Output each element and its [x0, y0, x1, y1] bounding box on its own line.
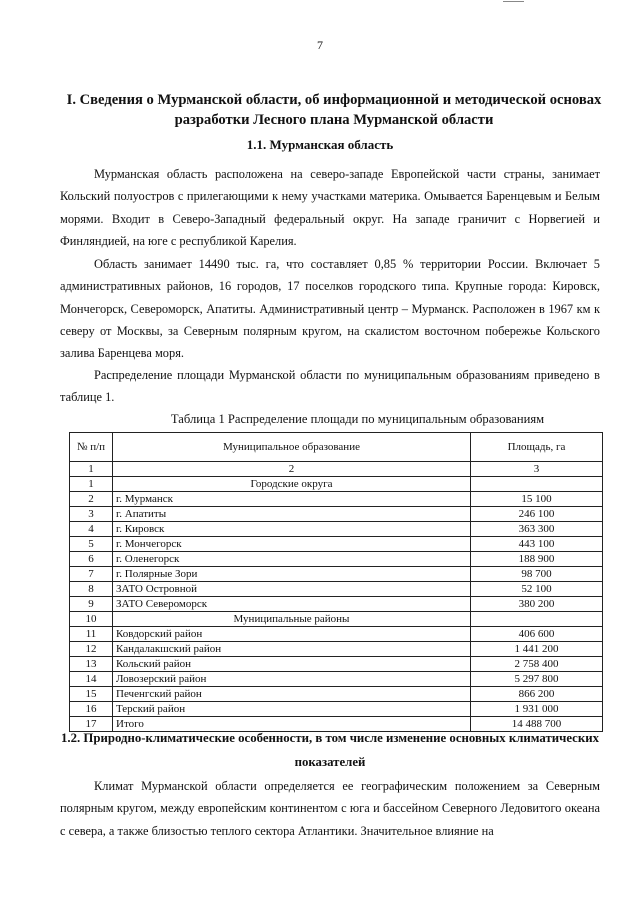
- chapter-title: I. Сведения о Мурманской области, об информационной и методической основах разработки Лесного плана Мурманской области: [66, 92, 602, 128]
- municipality-name: ЗАТО Островной: [113, 582, 471, 597]
- row-number: 15: [70, 687, 113, 702]
- area-value: [471, 612, 603, 627]
- municipality-name: Печенгский район: [113, 687, 471, 702]
- header-area: Площадь, га: [471, 433, 603, 462]
- table-row: [70, 702, 603, 717]
- row-number: 17: [70, 717, 113, 732]
- paragraph-area: Область занимает 14490 тыс. га, что составляет 0,85 % территории России. Включает 5 административных районов, 16 городов, 17 поселков городского типа. Крупные города: Кировск, Мончегорск, Североморск, Апатиты. Административный центр – Мурманск. Расположен в 1967 км к северу от Москвы, за Северным полярным кругом, на скалистом восточном побережье Кольского залива Баренцева моря.: [60, 257, 600, 361]
- area-value: 1 931 000: [471, 702, 603, 717]
- section-label: Городские округа: [113, 477, 471, 492]
- paragraph-climate: Климат Мурманской области определяется ее географическим положением за Северным полярным кругом, между европейским континентом с юга и бассейном Северного Ледовитого океана с севера, а также близостью теплого сектора Атлантики. Значительное влияние на: [60, 779, 600, 838]
- area-value: 188 900: [471, 552, 603, 567]
- table-row: [70, 582, 603, 597]
- row-number: 7: [70, 567, 113, 582]
- municipality-name: ЗАТО Североморск: [113, 597, 471, 612]
- table-caption: Таблица 1 Распределение площади по муниципальным образованиям: [170, 412, 545, 426]
- area-table: [69, 432, 603, 732]
- table-row: [70, 477, 603, 492]
- area-value: 1 441 200: [471, 642, 603, 657]
- municipality-name: Терский район: [113, 702, 471, 717]
- area-value: 380 200: [471, 597, 603, 612]
- municipality-name: г. Полярные Зори: [113, 567, 471, 582]
- header-num: № п/п: [70, 433, 113, 462]
- municipality-name: г. Кировск: [113, 522, 471, 537]
- colnum-2: 2: [113, 462, 471, 477]
- table-row: [70, 552, 603, 567]
- table-body: [70, 477, 603, 732]
- row-number: 8: [70, 582, 113, 597]
- table-row: [70, 537, 603, 552]
- area-value: 443 100: [471, 537, 603, 552]
- area-value: 866 200: [471, 687, 603, 702]
- row-number: 2: [70, 492, 113, 507]
- table-row: [70, 567, 603, 582]
- row-number: 4: [70, 522, 113, 537]
- area-value: 5 297 800: [471, 672, 603, 687]
- municipality-name: г. Апатиты: [113, 507, 471, 522]
- table-row: [70, 612, 603, 627]
- municipality-name: Кольский район: [113, 657, 471, 672]
- row-number: 14: [70, 672, 113, 687]
- page-number: 7: [317, 38, 323, 52]
- municipality-name: Ковдорский район: [113, 627, 471, 642]
- table-row: [70, 672, 603, 687]
- section-heading-1-2: 1.2. Природно-климатические особенности, в том числе изменение основных климатических показателей: [61, 731, 599, 769]
- municipality-name: Итого: [113, 717, 471, 732]
- table-row: [70, 492, 603, 507]
- row-number: 10: [70, 612, 113, 627]
- colnum-1: 1: [70, 462, 113, 477]
- area-value: 52 100: [471, 582, 603, 597]
- area-value: [471, 477, 603, 492]
- table-row: [70, 642, 603, 657]
- scan-mark: [503, 1, 524, 2]
- table-colnum-row: [70, 462, 603, 477]
- area-value: 406 600: [471, 627, 603, 642]
- table-row: [70, 687, 603, 702]
- row-number: 5: [70, 537, 113, 552]
- area-value: 14 488 700: [471, 717, 603, 732]
- paragraph-table-intro: Распределение площади Мурманской области по муниципальным образованиям приведено в таблице 1.: [60, 368, 600, 405]
- table-row: [70, 597, 603, 612]
- area-value: 15 100: [471, 492, 603, 507]
- area-value: 246 100: [471, 507, 603, 522]
- paragraph-location: Мурманская область расположена на северо-западе Европейской части страны, занимает Кольский полуостров с прилегающими к нему участками материка. Омывается Баренцевым и Белым морями. Входит в Северо-Западный федеральный округ. На западе граничит с Норвегией и Финляндией, на юге с республикой Карелия.: [60, 167, 600, 248]
- colnum-3: 3: [471, 462, 603, 477]
- row-number: 1: [70, 477, 113, 492]
- table-row: [70, 627, 603, 642]
- header-municipality: Муниципальное образование: [113, 433, 471, 462]
- row-number: 3: [70, 507, 113, 522]
- municipality-name: г. Мончегорск: [113, 537, 471, 552]
- table-row: [70, 657, 603, 672]
- municipality-name: Кандалакшский район: [113, 642, 471, 657]
- row-number: 16: [70, 702, 113, 717]
- municipality-name: Ловозерский район: [113, 672, 471, 687]
- area-value: 2 758 400: [471, 657, 603, 672]
- municipality-name: г. Мурманск: [113, 492, 471, 507]
- area-value: 363 300: [471, 522, 603, 537]
- area-value: 98 700: [471, 567, 603, 582]
- table-row: [70, 507, 603, 522]
- row-number: 11: [70, 627, 113, 642]
- table-header-row: [70, 433, 603, 462]
- row-number: 12: [70, 642, 113, 657]
- row-number: 9: [70, 597, 113, 612]
- row-number: 13: [70, 657, 113, 672]
- municipality-name: г. Оленегорск: [113, 552, 471, 567]
- row-number: 6: [70, 552, 113, 567]
- section-label: Муниципальные районы: [113, 612, 471, 627]
- table-row: [70, 522, 603, 537]
- section-heading-1-1: 1.1. Мурманская область: [246, 137, 394, 152]
